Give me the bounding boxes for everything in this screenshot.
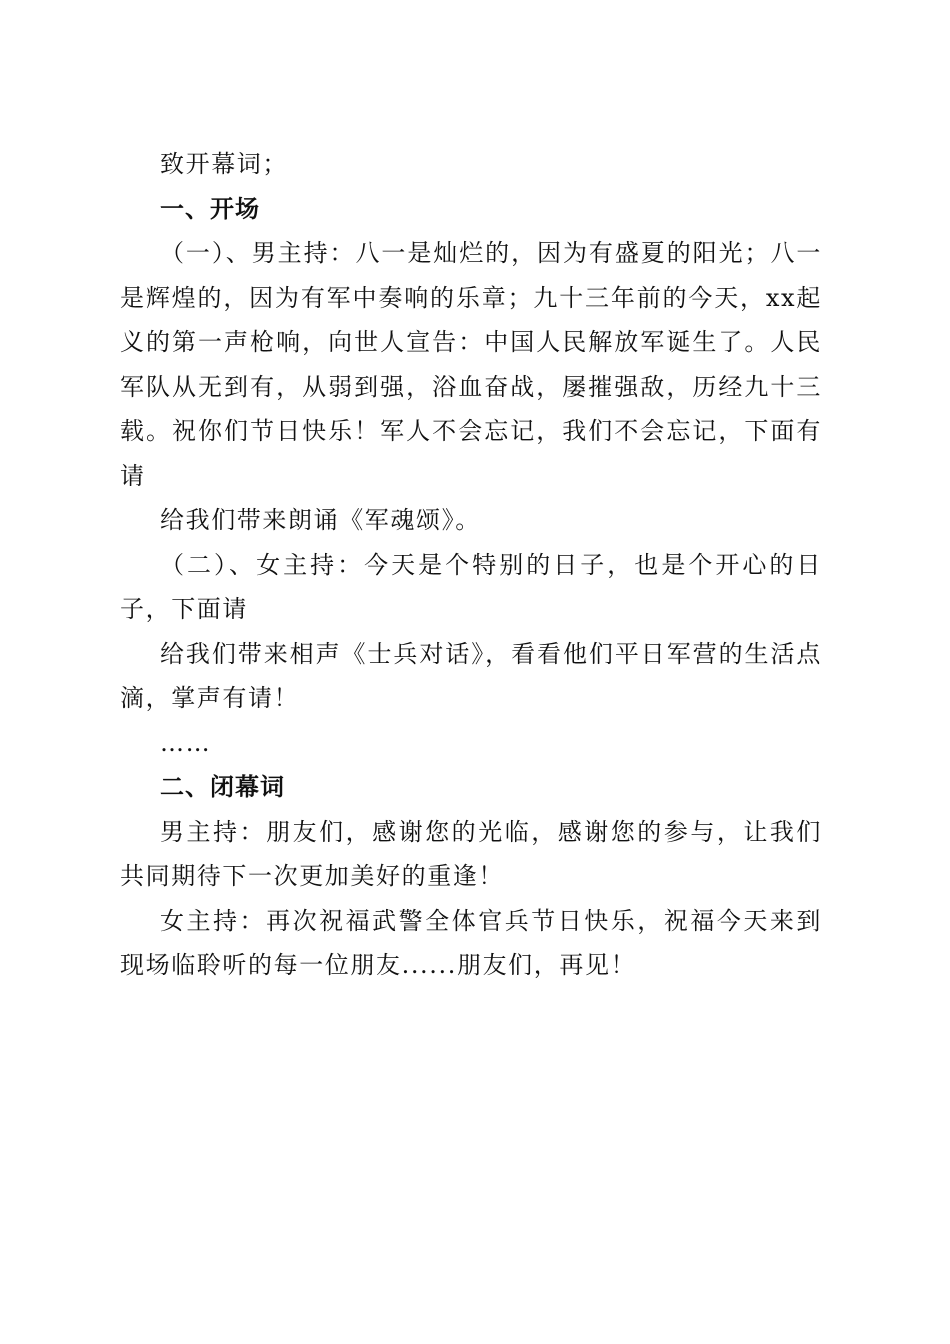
paragraph-part-one: （一）、男主持：八一是灿烂的，因为有盛夏的阳光；八一是辉煌的，因为有军中奏响的乐章；九十三年前的今天，xx起义的第一声枪响，向世人宣告：中国人民解放军诞生了。人民军队从无到有，从弱到强，浴血奋战，屡摧强敌，历经九十三载。祝你们节日快乐！军人不会忘记，我们不会忘记，下面有请	[120, 239, 822, 490]
section-heading-opening: 一、开场	[160, 194, 260, 223]
paragraph-part-one-followup: 给我们带来朗诵《军魂颂》。	[160, 506, 481, 534]
paragraph-part-two: （二）、女主持：今天是个特别的日子，也是个开心的日子，下面请	[120, 550, 822, 623]
document-body	[120, 142, 822, 988]
paragraph-closing-male: 男主持：朋友们，感谢您的光临，感谢您的参与，让我们共同期待下一次更加美好的重逢！	[120, 817, 822, 890]
paragraph-closing-female: 女主持：再次祝福武警全体官兵节日快乐，祝福今天来到现场临聆听的每一位朋友......朋友们，再见！	[120, 906, 822, 979]
paragraph-part-two-followup: 给我们带来相声《士兵对话》，看看他们平日军营的生活点滴，掌声有请！	[120, 639, 822, 712]
opening-speech-line: 致开幕词；	[160, 150, 288, 178]
section-heading-closing: 二、闭幕词	[160, 773, 285, 801]
ellipsis-line: ……	[160, 728, 212, 757]
